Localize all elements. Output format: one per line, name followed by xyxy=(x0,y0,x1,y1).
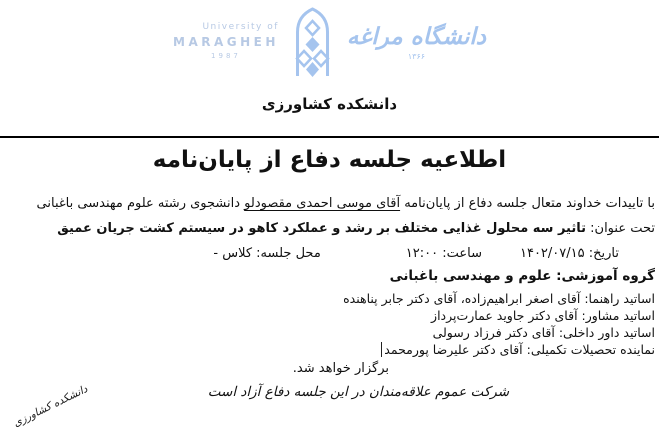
graduate-representative-line xyxy=(381,342,655,357)
cursor-mark xyxy=(381,342,383,357)
department-line: گروه آموزشی: علوم و مهندسی باغبانی xyxy=(389,268,655,284)
maragheh-label: MARAGHEH xyxy=(173,35,279,49)
logo-persian-text xyxy=(347,24,486,61)
advisors-line: اساتید مشاور: آقای دکتر جاوید عمارت‌پرداز xyxy=(431,308,655,323)
logo-english-text xyxy=(173,23,279,61)
schedule-line xyxy=(213,246,619,261)
internal-examiners-line: اساتید داور داخلی: آقای دکتر فرزاد رسولی xyxy=(432,325,655,340)
english-year-label: 1987 xyxy=(211,52,241,61)
persian-name-label: دانشگاه مراغه xyxy=(346,23,486,50)
student-name-underlined: آقای موسی احمدی مقصودلو xyxy=(244,196,401,211)
graduate-representative-text: نماینده تحصیلات تکمیلی: آقای دکتر علیرضا پورمحمد xyxy=(384,342,655,357)
thesis-title: تاثیر سه محلول غذایی مختلف بر رشد و عملکرد کاهو در سیستم کشت جریان عمیق xyxy=(57,221,587,236)
persian-year-label: ۱۳۶۶ xyxy=(407,51,426,61)
location-field: محل جلسه: کلاس - xyxy=(213,246,321,261)
supervisors-line: اساتید راهنما: آقای اصغر ابراهیم‌زاده، آقای دکتر جابر پناهنده xyxy=(343,291,655,306)
subject-label: تحت عنوان: xyxy=(586,221,655,236)
date-field: تاریخ: ۱۴۰۲/۰۷/۱۵ xyxy=(519,246,619,261)
intro-post-text: دانشجوی رشته علوم مهندسی باغبانی xyxy=(36,196,245,211)
divider-line xyxy=(0,136,659,138)
time-field: ساعت: ۱۲:۰۰ xyxy=(405,246,482,261)
university-logo xyxy=(173,6,486,78)
university-of-label: University of xyxy=(202,22,279,33)
page-title: اطلاعیه جلسه دفاع از پایان‌نامه xyxy=(152,147,507,173)
handwritten-signature: دانشکده کشاورزی xyxy=(11,383,90,430)
thesis-subject-line xyxy=(57,221,655,236)
university-emblem-icon xyxy=(288,6,338,78)
faculty-title: دانشکده کشاورزی xyxy=(261,95,398,113)
intro-pre-text: با تاییدات خداوند متعال جلسه دفاع از پایان‌نامه xyxy=(400,196,655,211)
intro-line xyxy=(37,196,655,211)
public-invitation-line: شرکت عموم علاقه‌مندان در این جلسه دفاع آزاد است xyxy=(207,384,509,400)
closing-line: برگزار خواهد شد. xyxy=(292,361,389,376)
